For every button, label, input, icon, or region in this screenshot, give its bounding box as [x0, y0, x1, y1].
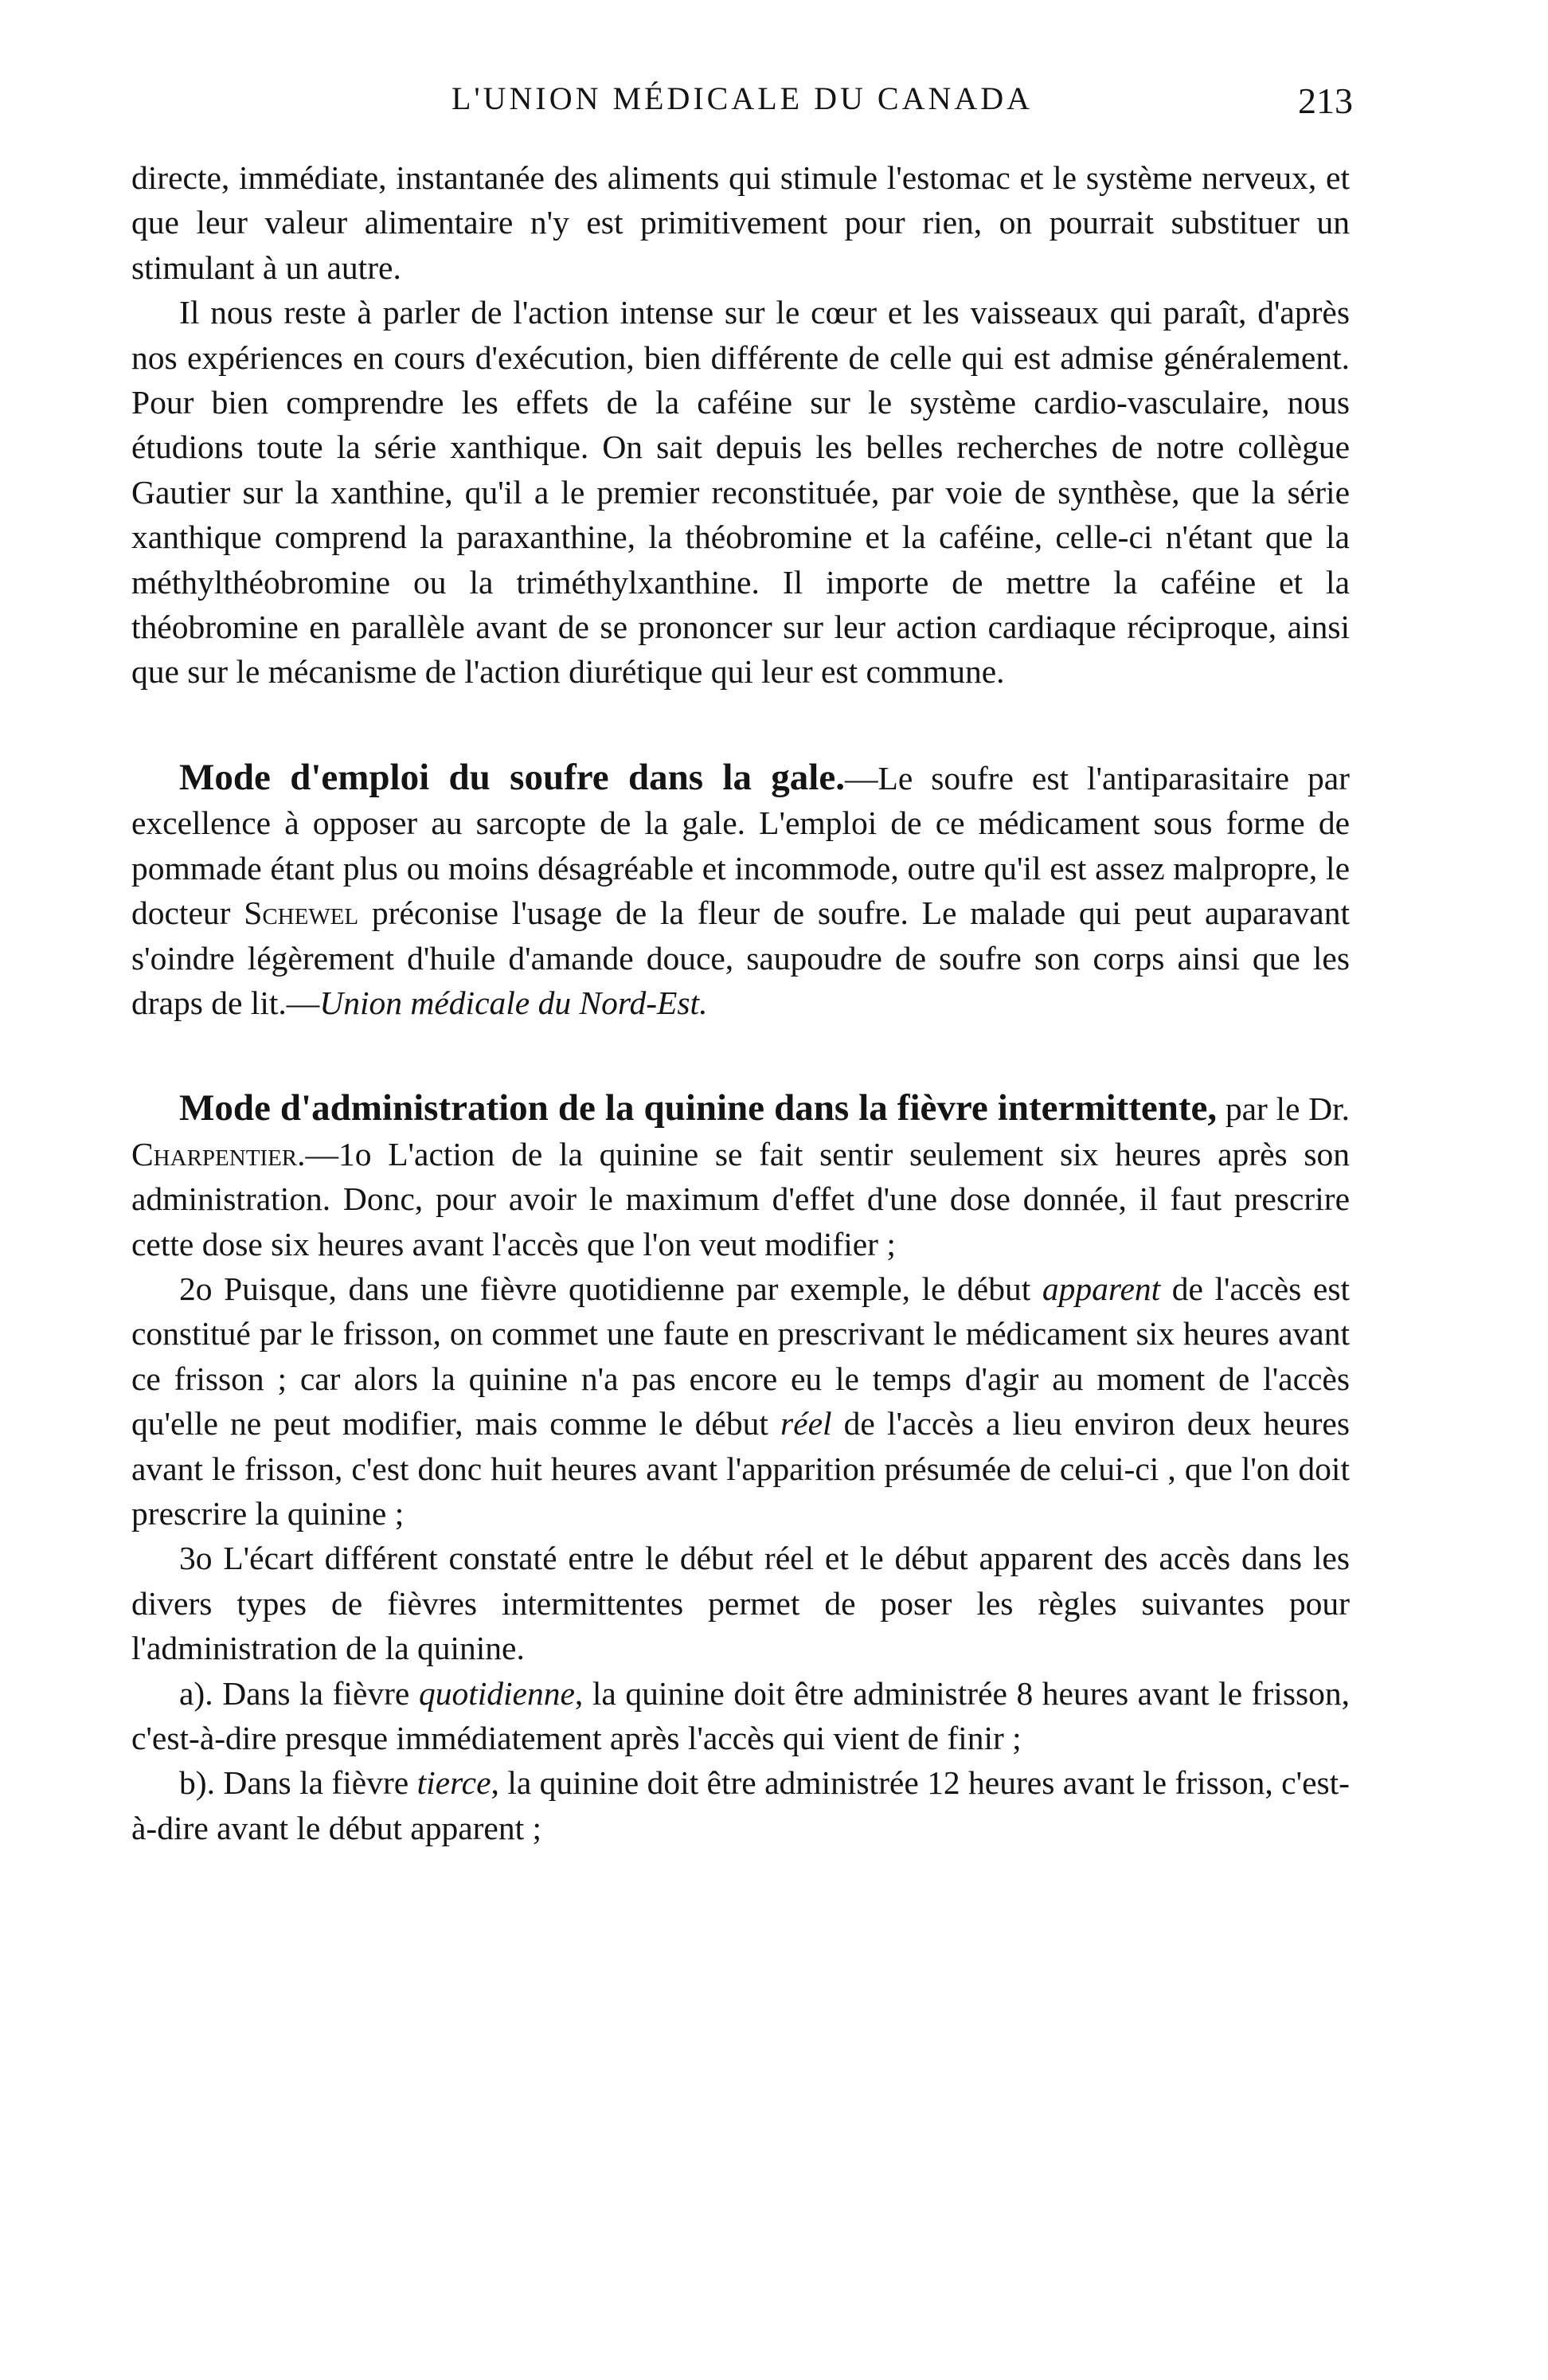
point-2-reel: réel [780, 1405, 832, 1442]
item-a-label: a). [179, 1674, 213, 1712]
section-heading-soufre: Mode d'emploi du soufre dans la gale. [179, 756, 845, 798]
point-2-text-b: de l'accès est constitué par le frisson, on commet une faute en prescrivant le médicament six heures avant ce frisson ; car alors la quinine n'a pas encore eu le temps d'agir au moment de l'accès qu'elle ne peut modifier, mais comme le début [131, 1270, 1350, 1442]
soufre-text-2: préconise l'usage de la fleur de soufre. Le malade qui peut auparavant s'oindre légèrement d'huile d'amande douce, saupoudre de soufre son corps ainsi que les draps de lit.— [131, 894, 1350, 1021]
point-2-text-c: de l'accès a lieu environ deux heures avant le frisson, c'est donc huit heures avant l'apparition présumée de celui-ci , que l'on doit prescrire la quinine ; [131, 1405, 1350, 1532]
item-b-label: b). [179, 1764, 215, 1802]
author-charpentier: Charpentier [131, 1135, 298, 1172]
item-b-text-2: , la quinine doit être administrée 12 heures avant le frisson, c'est-à-dire avant le début apparent ; [131, 1764, 1350, 1846]
quinine-point-1: .—1o L'action de la quinine se fait sentir seulement six heures après son administration. Donc, pour avoir le maximum d'effet d'une dose donnée, il faut prescrire cette dose six heures avant l'accès que l'on veut modifier ; [131, 1135, 1350, 1262]
item-a-text-1: Dans la fièvre [213, 1674, 419, 1712]
quinine-by: par le Dr. [1217, 1090, 1350, 1128]
running-title: L'UNION MÉDICALE DU CANADA [451, 80, 1034, 116]
quinine-point-3: 3o L'écart différent constaté entre le début réel et le début apparent des accès dans les divers types de fièvres intermittentes permet de poser les règles suivantes pour l'administration de la quinine. [131, 1540, 1350, 1667]
quinine-item-b [131, 1760, 1350, 1850]
author-schewel: Schewel [244, 894, 359, 932]
item-b-tierce: tierce [416, 1764, 491, 1802]
article-body [131, 155, 1350, 1850]
running-header [131, 80, 1353, 135]
section-heading-quinine: Mode d'administration de la quinine dans la fièvre intermittente, [179, 1087, 1218, 1129]
item-a-text-2: , la quinine doit être administrée 8 heures avant le frisson, c'est-à-dire presque immédiatement après l'accès qui vient de finir ; [131, 1674, 1350, 1756]
quinine-section [131, 1086, 1350, 1266]
page-number: 213 [1298, 80, 1353, 121]
continuation-paragraph: directe, immédiate, instantanée des aliments qui stimule l'estomac et le système nerveux, et que leur valeur alimentaire n'y est primitivement pour rien, on pourrait substituer un stimulant à un autre. [131, 159, 1350, 286]
point-2-apparent: apparent [1042, 1270, 1161, 1307]
quinine-item-a [131, 1671, 1350, 1761]
source-citation: Union médicale du Nord-Est. [319, 984, 708, 1021]
item-a-quotidienne: quotidienne [418, 1674, 575, 1712]
soufre-text-1: —Le soufre est l'antiparasitaire par excellence à opposer au sarcopte de la gale. L'emploi de ce médicament sous forme de pommade étant plus ou moins désagréable et incommode, outre qu'il est assez malpropre, le docteur [131, 759, 1350, 932]
item-b-text-1: Dans la fièvre [214, 1764, 417, 1802]
caffeine-paragraph: Il nous reste à parler de l'action intense sur le cœur et les vaisseaux qui paraît, d'après nos expériences en cours d'exécution, bien différente de celle qui est admise généralement. Pour bien comprendre les effets de la caféine sur le système cardio-vasculaire, nous étudions toute la série xanthique. On sait depuis les belles recherches de notre collègue Gautier sur la xanthine, qu'il a le premier reconstituée, par voie de synthèse, que la série xanthique comprend la paraxanthine, la théobromine et la caféine, celle-ci n'étant que la méthylthéobromine ou la triméthylxanthine. Il importe de mettre la caféine et la théobromine en parallèle avant de se prononcer sur leur action cardiaque réciproque, ainsi que sur le mécanisme de l'action diurétique qui leur est commune. [131, 294, 1350, 691]
soufre-section [131, 755, 1350, 1025]
point-2-text-a: 2o Puisque, dans une fièvre quotidienne par exemple, le début [179, 1270, 1042, 1307]
quinine-point-2 [131, 1266, 1350, 1536]
